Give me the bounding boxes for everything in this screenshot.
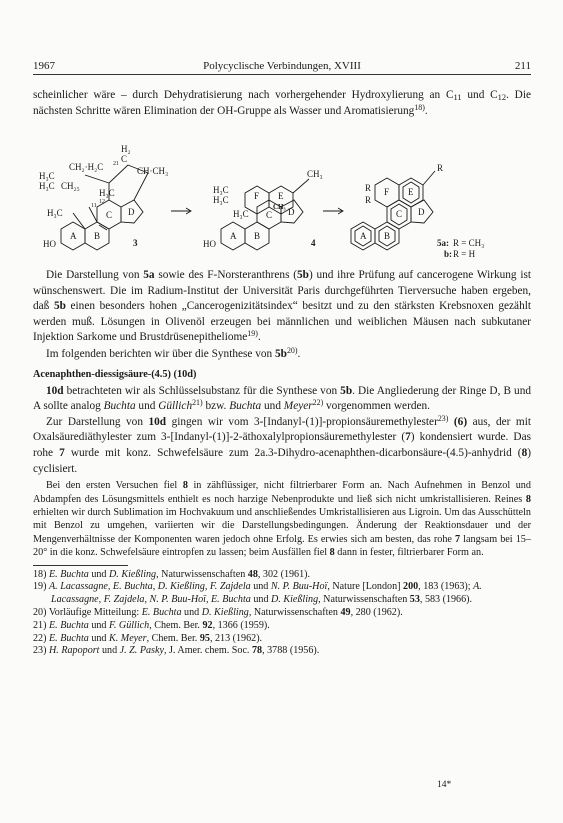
volume: 95 [199,632,210,644]
paragraph-4 [33,415,531,477]
text: vorgenommen werden. [323,400,430,413]
text: und C [461,89,498,101]
text: . Die nächsten Schritte wären Elimination der OH-Gruppe als Wasser [33,89,531,117]
text: dann in fester, filtrierbarer Form an. [334,547,484,559]
text: . [297,347,301,360]
text: und [88,619,109,631]
text: an C [429,89,454,101]
volume: 78 [251,645,263,657]
footnote-ref: 18) [414,102,425,112]
scheme-drawing [33,143,531,261]
intro-paragraph [33,88,531,119]
footnote-rule [33,565,128,566]
compound-5a-definition: R = CH₃ [453,238,485,248]
ring-label-f: F [384,187,390,197]
ch2-h2c-label: CH₂·H₂C [69,162,104,172]
text: ) kondensiert wurde. Das rohe [33,431,531,459]
author-name: D. Kießling [201,606,249,618]
author-name: Buchta [229,400,262,413]
author-name: H. Rapoport [49,645,100,657]
footnote-21 [33,620,531,633]
text: , 583 (1966). [419,594,473,606]
text: und Aromatisierung [324,104,415,117]
footnote-number: 20) [33,606,47,618]
text: betrachteten wir als Schlüsselsubstanz für die Synthese von [63,384,341,397]
text: , 3788 (1956). [262,645,320,657]
text: , 213 (1962). [209,632,263,644]
text: gingen wir vom 3-[Indanyl-(1)]-propionsäuremethylester [166,415,438,428]
text: Bei den ersten Versuchen fiel [46,480,183,492]
ho-label: HO [203,239,216,249]
text: und [99,645,120,657]
author-name: A. Lacassagne, F. Zajdela, N. P. Buu-Hoï, E. Buchta [51,581,482,606]
text: wurde mit konz. Schwefelsäure zum 2a.3-Dihydro-acenaphthen-dicarbonsäure-(4.5)-anhydrid ( [64,446,522,459]
h3c-label: H₃C [99,188,115,198]
text: langsam bei 15–20° in die konz. Schwefelsäure eintropfen zu lassen; beim Ausfällen fiel [33,533,531,559]
text: ) cyclisiert. [33,446,531,475]
author-name: Meyer [283,400,313,413]
text: und [250,594,272,606]
ring-label-b: B [384,231,391,241]
volume: 48 [247,568,258,580]
h3c-label: H₃C [39,171,55,181]
text: , Naturwissenschaften [318,594,410,606]
h3c-label: H₃C [47,208,63,218]
text: , Naturwissenschaften [248,606,341,618]
footnote-number: 23) [33,645,47,657]
c-label: C [121,154,128,164]
compound-5b-definition: R = H [453,249,476,259]
text: . [257,331,261,344]
ring-label-c: C [266,210,273,220]
compound-ref: 10d [148,415,167,428]
r-label: R [365,183,372,193]
compound-ref: 8 [182,480,188,492]
paragraph-1 [33,268,531,346]
footnote-number: 22) [33,632,47,644]
author-name: E. Buchta [49,619,89,631]
ring-label-a: A [70,231,77,241]
text: in zähflüssiger, nicht filtrierbarer Form an. Nach Aufnehmen in Benzol und Abdampfen des Lösungsmittels enthielt es noch harzige Nebenprodukte und ließ sich nicht umkristallisieren. Reines [33,480,531,505]
volume: 200 [403,581,419,593]
text: Im folgenden berichten wir über die Synthese von [46,347,276,360]
compound-number-3: 3 [133,238,138,248]
h3c-label: H₃C [233,209,249,219]
ch-ch3-label: CH·CH₃ [137,166,169,176]
footnote-20 [33,607,531,620]
footnote-ref: 22) [312,398,324,408]
author-name: F. Güllich [109,619,150,631]
sheet-signature: 14* [437,780,452,790]
text: einen besonders hohen „Cancerogenizitätsindex“ besitzt und zu den stärksten Krebsnoxen gezählt werden muß. Lösungen in Olivenöl erzeugen bei männlichen und weiblichen Mäusen nach subkutaner Injektion Sarkome und Brustdrüsenepitheliome [33,300,531,344]
footnote-number: 21) [33,619,47,631]
compound-ref: (6) [453,415,468,428]
paragraph-5-small [33,479,531,559]
text: , 302 (1961). [257,568,311,580]
section-heading: Acenaphthen-diessigsäure-(4.5) (10d) [33,368,197,380]
author-name: E. Buchta [49,632,89,644]
ho-label: HO [43,239,56,249]
reaction-scheme [33,143,531,261]
ring-label-c: C [106,210,113,220]
running-header [33,60,531,75]
compound-label-5b: b: [444,249,453,259]
ring-label-b: B [254,231,261,241]
volume: 92 [202,619,213,631]
footnote-18 [33,569,531,582]
author-name: E. Buchta [141,606,182,618]
r-label: R [437,163,444,173]
text: , 1366 (1959). [212,619,270,631]
author-name: J. Z. Pasky [119,645,164,657]
text: , Naturwissenschaften [156,568,248,580]
compound-ref: 7 [405,431,411,444]
ring-label-c: C [396,209,403,219]
text: und [135,400,159,413]
text: . Die Angliederung der Ringe D, B und A sollte analog [33,384,531,413]
author-name: E. Buchta [49,568,89,580]
author-name: D. Kießling [109,568,157,580]
r-label: R [365,195,372,205]
h3c-label: H₃C [213,185,229,195]
compound-ref: 5a [143,269,155,281]
compound-ref: 8 [329,547,335,559]
compound-ref: 5b [53,300,66,313]
ch3-ring-label: CH₃ [273,203,286,211]
footnote-ref: 20) [286,345,298,355]
text: und [250,581,271,593]
author-name: K. Meyer [109,632,147,644]
text: Vorläufige Mitteilung: [48,606,142,618]
author-name: A. Lacassagne, E. Buchta, D. Kießling, F. Zajdela [49,581,251,593]
text: , 280 (1962). [350,606,403,618]
footnote-19 [33,581,531,607]
volume: 49 [340,606,351,618]
text: und [88,632,109,644]
header-year: 1967 [33,60,55,72]
ch25-label: CH₂₅ [61,181,80,191]
text: ) und ihre Prüfung auf cancerogene Wirkung ist wünschenswert. Die im Radium-Institut der Universität Paris durchgeführten Tierversuche haben ergeben, daß [33,269,532,313]
text: aus, der mit Oxalsäurediäthylester zum 3-[Indanyl-(1)]-2-äthoxalylpropionsäuremethylester ( [33,415,531,444]
compound-ref: 5b [297,269,309,281]
ring-label-d: D [288,207,295,217]
position-11: 11 [91,203,97,209]
position-21: 21 [113,161,119,167]
compound-number-4: 4 [311,238,316,248]
footnote-ref: 23) [437,413,449,423]
text: , Chem. Ber. [146,632,200,644]
ring-label-a: A [230,231,237,241]
subscript: 12 [497,92,507,102]
footnote-number: 18) [33,568,47,580]
footnote-22 [33,633,531,646]
compound-ref: 8 [521,446,528,459]
ring-label-e: E [408,187,414,197]
text: Die Darstellung von [46,269,144,281]
compound-ref: 10d [46,384,64,397]
h3c-label: H₃C [39,181,55,191]
ring-label-d: D [418,207,425,217]
text: sowie des F-Norsteranthrens ( [154,269,297,281]
text: und [261,400,284,413]
ring-label-d: D [128,207,135,217]
position-12: 12 [99,199,105,205]
intro-line-1: scheinlicher wäre – durch Dehydratisierung nach vorhergehender Hydroxylierung [33,89,424,101]
author-name: D. Kießling [271,594,319,606]
page-number: 211 [514,60,531,72]
ring-label-e: E [278,191,284,201]
compound-label-5a: 5a: [437,238,449,248]
text: und [181,606,202,618]
h2-label: H₂ [121,144,131,154]
header-title: Polycyclische Verbindungen, XVIII [203,60,361,72]
text: . [424,104,428,117]
text: Zur Darstellung von [46,415,149,428]
compound-ref: 7 [455,533,461,545]
compound-ref: 7 [59,446,65,459]
ring-label-b: B [94,231,101,241]
text: , 183 (1963); [418,581,474,593]
text: und [88,568,109,580]
main-text [33,268,531,658]
volume: 53 [409,594,420,606]
text: erhielten wir durch Sublimation im Hochvakuum und anschließendes Umkristallisieren aus Ligroin. Um das Ausschütteln mit Benzol zu umgehen, variierten wir die Darstellungsbedingungen. Änderung der Reaktionsdauer und der Mengenverhältnisse der Komponenten waren jedoch ohne Erfolg. Es erwies sich am besten, das rohe [33,506,531,545]
ring-label-f: F [254,191,260,201]
text: bzw. [202,400,230,413]
footnote-ref: 21) [192,398,203,408]
subscript: 11 [453,92,462,102]
footnote-number: 19) [33,581,47,593]
text: , Chem. Ber. [149,619,203,631]
author-name: N. P. Buu-Hoï [270,581,328,593]
text: , Nature [London] [327,581,404,593]
ring-label-a: A [360,231,367,241]
footnote-23 [33,645,531,658]
h3c-label: H₃C [213,195,229,205]
paragraph-3 [33,384,531,415]
author-name: Buchta [103,400,136,413]
compound-ref: 5b [275,347,287,360]
compound-ref: 8 [525,493,531,505]
author-name: Güllich [158,400,193,413]
paragraph-2 [33,347,531,363]
compound-ref: 5b [340,384,353,397]
text: , J. Amer. chem. Soc. [163,645,252,657]
ch3-label: CH₃ [307,169,323,179]
footnote-ref: 19) [247,329,258,339]
